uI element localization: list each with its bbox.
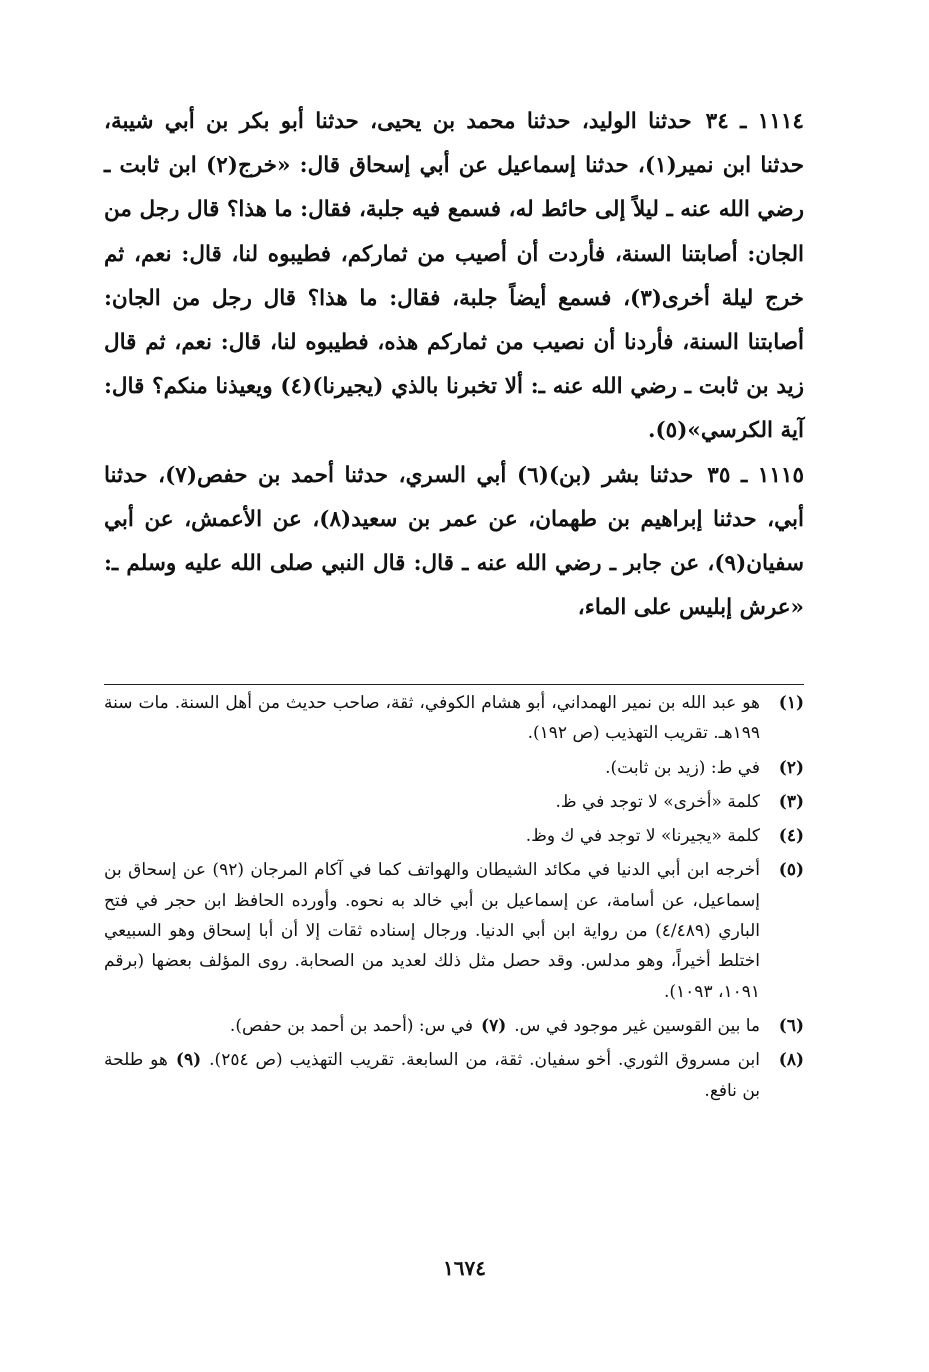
footnote-text: كلمة «يجيرنا» لا توجد في ك وظ. bbox=[525, 826, 760, 847]
footnote-number-inline: (٧) bbox=[481, 1015, 507, 1036]
footnote-number: (٨) bbox=[778, 1050, 804, 1071]
footnote-text-part: في س: (أحمد بن أحمد بن حفص). bbox=[229, 1015, 474, 1036]
hadith-paragraph bbox=[104, 100, 804, 454]
footnote bbox=[104, 855, 804, 1006]
footnotes-section bbox=[104, 688, 804, 1110]
footnote bbox=[104, 1011, 804, 1041]
footnote-text bbox=[104, 1011, 760, 1041]
footnote-text: كلمة «أخرى» لا توجد في ظ. bbox=[555, 791, 760, 812]
footnote bbox=[104, 821, 804, 851]
footnote-text-part: ما بين القوسين غير موجود في س. bbox=[514, 1015, 760, 1036]
footnote bbox=[104, 1045, 804, 1106]
hadith-text: حدثنا الوليد، حدثنا محمد بن يحيى، حدثنا أبو بكر بن أبي شيبة، حدثنا ابن نمير(١)، حدثنا إسماعيل عن أبي إسحاق قال: «خرج(٢) ابن ثابت ـ رضي الله عنه ـ ليلاً إلى حائط له، فسمع فيه جلبة، فقال: ما هذا؟ قال رجل من الجان: أصابتنا السنة، فأردت أن أصيب من ثماركم، فطيبوه لنا، قال: نعم، ثم خرج ليلة أخرى(٣)، فسمع أيضاً جلبة، فقال: ما هذا؟ قال رجل من الجان: أصابتنا السنة، فأردنا أن نصيب من ثماركم هذه، فطيبوه لنا، قال: نعم، ثم قال زيد بن ثابت ـ رضي الله عنه ـ: ألا تخبرنا بالذي (يجيرنا)(٤) ويعيذنا منكم؟ قال: آية الكرسي»(٥). bbox=[104, 109, 804, 444]
footnote-text: في ط: (زيد بن ثابت). bbox=[605, 757, 760, 778]
footnote-number: (١) bbox=[778, 693, 804, 713]
hadith-paragraph bbox=[104, 454, 804, 631]
page-number: ١٦٧٤ bbox=[443, 1256, 486, 1280]
footnote-text: هو عبد الله بن نمير الهمداني، أبو هشام الكوفي، ثقة، صاحب حديث من أهل السنة. مات سنة ١٩٩هـ. تقريب التهذيب (ص ١٩٢). bbox=[104, 693, 760, 744]
footnote-separator bbox=[104, 684, 804, 685]
footnote bbox=[104, 787, 804, 817]
footnote-text bbox=[104, 1045, 760, 1106]
hadith-text: حدثنا بشر (بن)(٦) أبي السري، حدثنا أحمد بن حفص(٧)، حدثنا أبي، حدثنا إبراهيم بن طهمان، عن عمر بن سعيد(٨)، عن الأعمش، عن أبي سفيان(٩)، عن جابر ـ رضي الله عنه ـ قال: قال النبي صلى الله عليه وسلم ـ: «عرش إبليس على الماء، bbox=[104, 462, 804, 621]
main-text-body bbox=[104, 100, 804, 630]
footnote-text-part: ابن مسروق الثوري. أخو سفيان. ثقة، من السابعة. تقريب التهذيب (ص ٢٥٤). bbox=[209, 1050, 760, 1071]
footnote-text-part: هو طلحة بن نافع. bbox=[104, 1050, 760, 1101]
footnote bbox=[104, 753, 804, 783]
hadith-number: ١١١٤ ـ ٣٤ bbox=[705, 109, 804, 134]
hadith-number: ١١١٥ ـ ٣٥ bbox=[707, 462, 804, 488]
footnote-number: (٣) bbox=[778, 791, 804, 812]
footnote-number: (٤) bbox=[778, 826, 804, 847]
footnote-text: أخرجه ابن أبي الدنيا في مكائد الشيطان والهواتف كما في آكام المرجان (٩٢) عن إسحاق بن إسماعيل، عن أسامة، عن إسماعيل بن أبي خالد به نحوه. وأورده الحافظ ابن حجر في فتح الباري (٤/٤٨٩) من رواية ابن أبي الدنيا. ورجال إسناده ثقات إلا أن أبا إسحاق وهو السبيعي اختلط أخيراً، وهو مدلس. وقد حصل مثل ذلك لعديد من الصحابة. روى المؤلف بعضها (برقم ١٠٩١، ١٠٩٣). bbox=[104, 860, 760, 1002]
footnote-number: (٢) bbox=[778, 757, 804, 778]
footnote-number: (٥) bbox=[778, 860, 804, 881]
footnote-number-inline: (٩) bbox=[175, 1050, 202, 1071]
footnote-number: (٦) bbox=[778, 1015, 804, 1036]
footnote bbox=[104, 688, 804, 749]
